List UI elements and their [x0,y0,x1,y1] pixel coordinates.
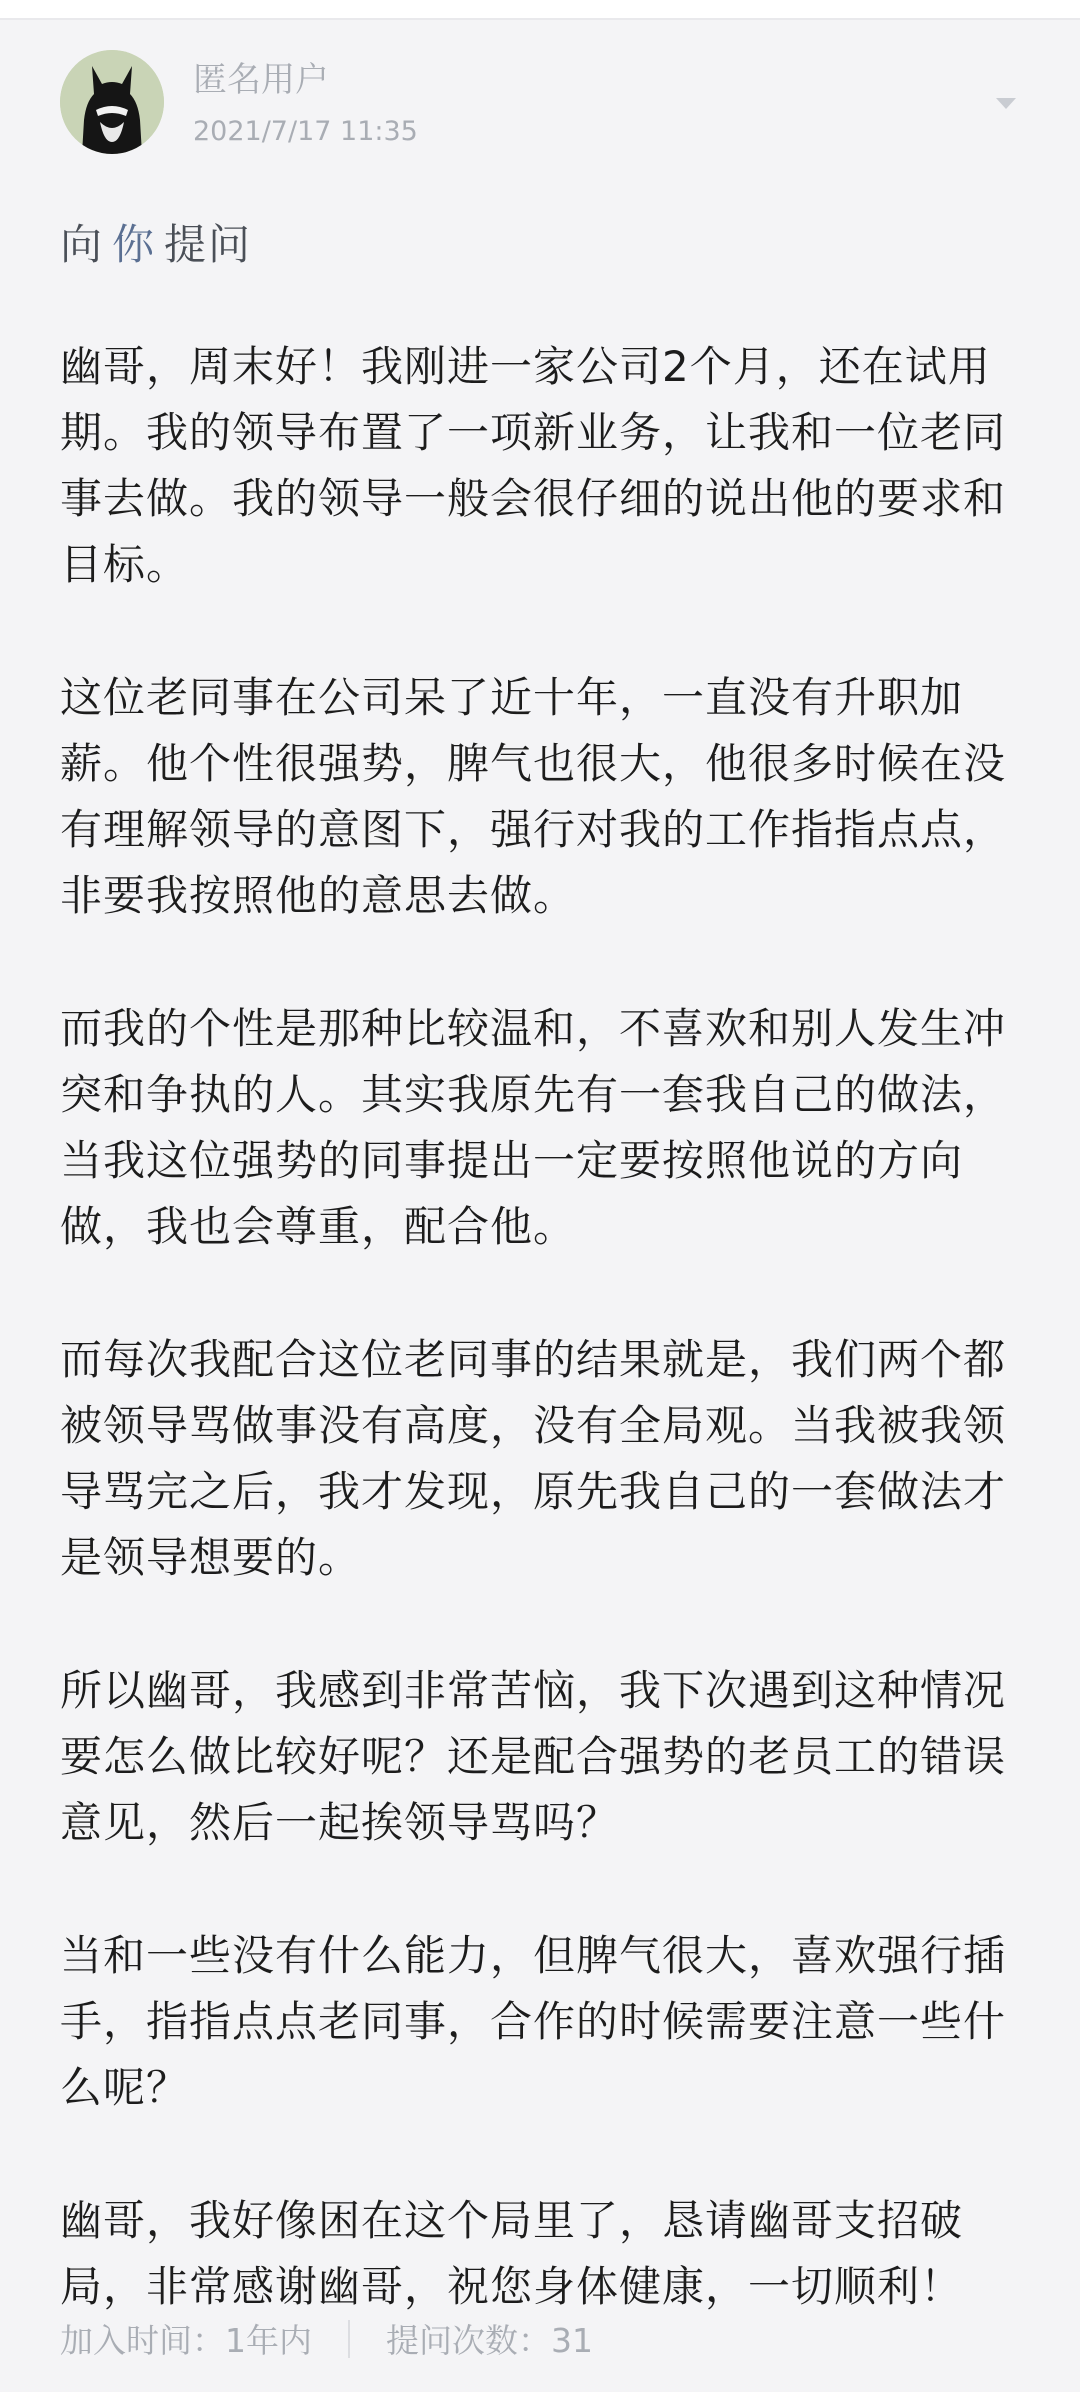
ask-count: 提问次数：31 [386,2321,593,2360]
question-header [0,20,1080,180]
ask-suffix: 提问 [164,220,253,269]
post-date: 2021/7/17 11:35 [193,116,418,147]
chevron-down-icon[interactable] [994,96,1018,112]
avatar[interactable] [60,50,164,154]
paragraph-4: 而每次我配合这位老同事的结果就是，我们两个都被领导骂做事没有高度，没有全局观。当我被我领导骂完之后，我才发现，原先我自己的一套做法才是领导想要的。 [60,1335,1007,1582]
paragraph-7: 幽哥，我好像困在这个局里了，恳请幽哥支招破局，非常感谢幽哥，祝您身体健康，一切顺利！ [60,2196,964,2311]
question-body [60,334,1020,2387]
join-time: 加入时间：1年内 [60,2321,312,2360]
ask-you: 你 [112,220,157,269]
ask-prefix: 向 [60,220,105,269]
paragraph-5: 所以幽哥，我感到非常苦恼，我下次遇到这种情况要怎么做比较好呢？还是配合强势的老员工的错误意见，然后一起挨领导骂吗？ [60,1666,1007,1847]
batman-avatar-icon [60,50,164,154]
paragraph-1: 幽哥，周末好！我刚进一家公司2个月，还在试用期。我的领导布置了一项新业务，让我和一位老同事去做。我的领导一般会很仔细的说出他的要求和目标。 [60,342,1007,589]
ask-heading [60,212,252,272]
paragraph-2: 这位老同事在公司呆了近十年，一直没有升职加薪。他个性很强势，脾气也很大，他很多时候在没有理解领导的意图下，强行对我的工作指指点点，非要我按照他的意思去做。 [60,673,1007,920]
paragraph-3: 而我的个性是那种比较温和，不喜欢和别人发生冲突和争执的人。其实我原先有一套我自己的做法，当我这位强势的同事提出一定要按照他说的方向做，我也会尊重，配合他。 [60,1004,1007,1251]
user-stats [60,2315,593,2362]
top-bar [0,0,1080,20]
username: 匿名用户 [193,60,329,100]
paragraph-6: 当和一些没有什么能力，但脾气很大，喜欢强行插手，指指点点老同事，合作的时候需要注意一些什么呢？ [60,1931,1007,2112]
divider [348,2320,350,2358]
